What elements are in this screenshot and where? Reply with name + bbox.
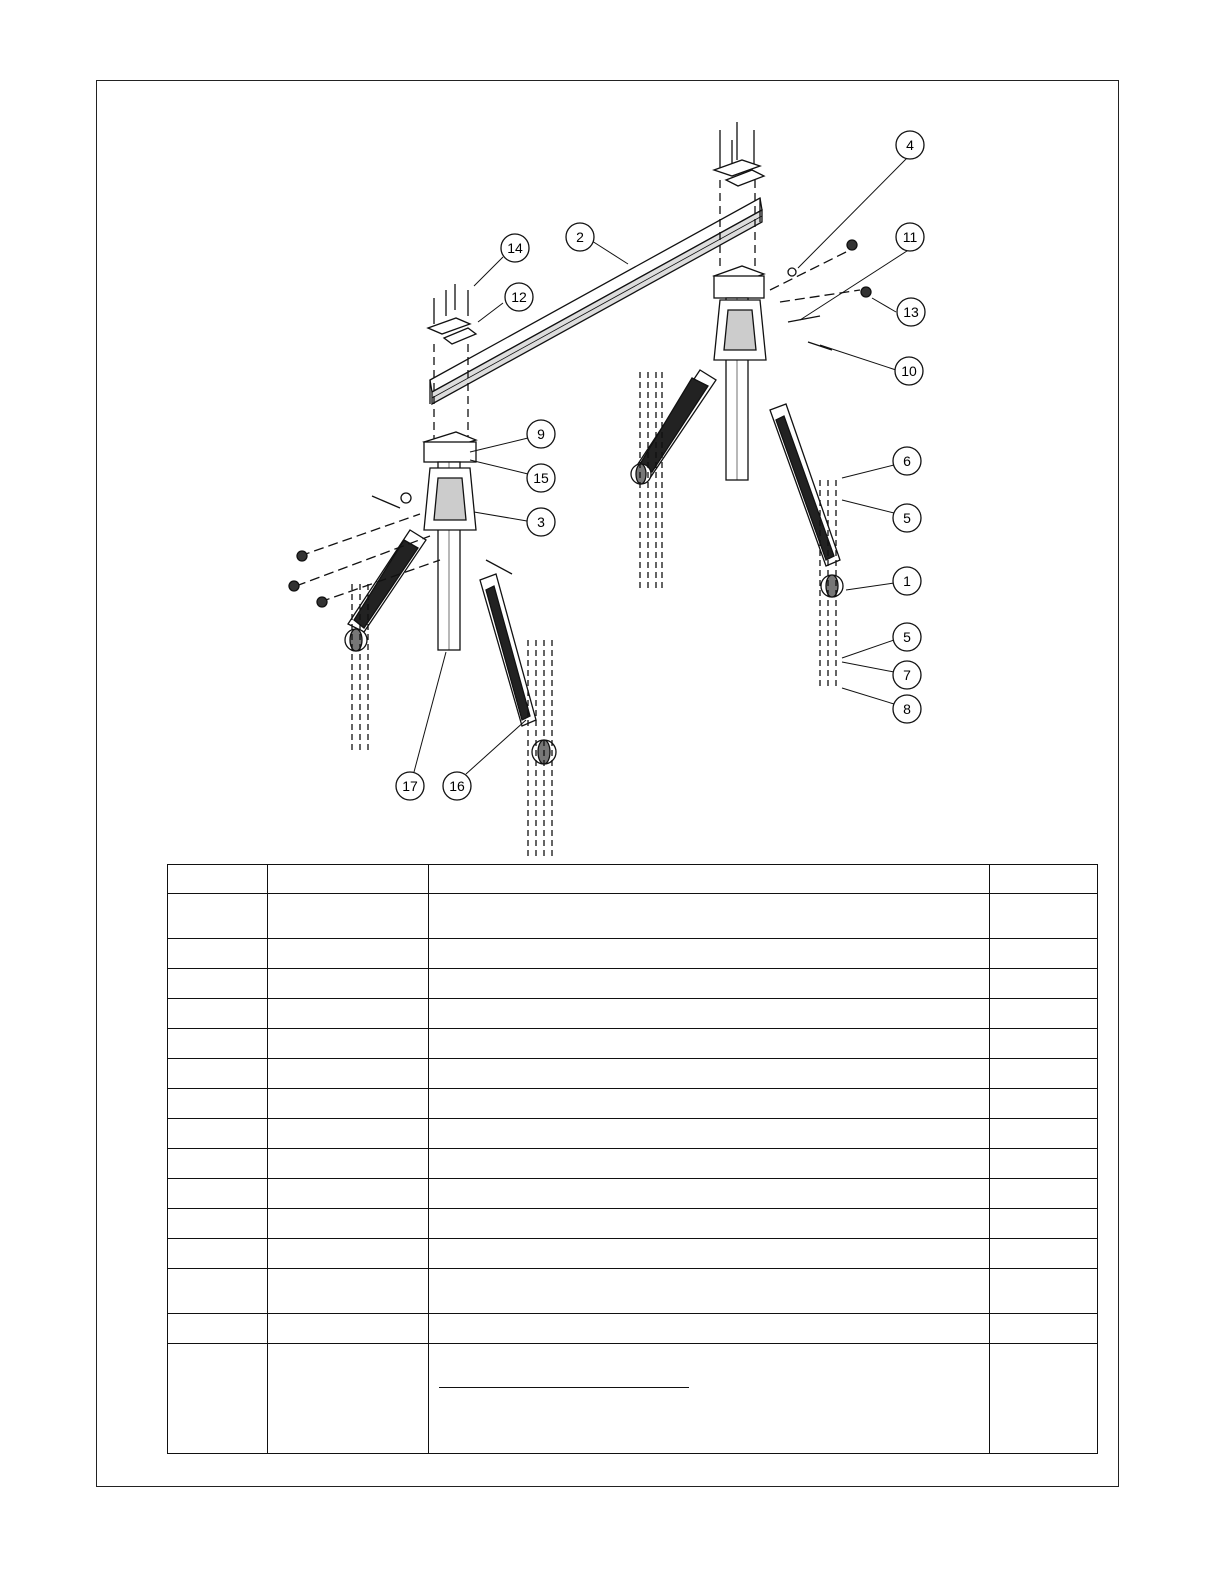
table-row xyxy=(168,939,1098,969)
i-beam xyxy=(430,198,762,404)
table-row xyxy=(168,1344,1098,1454)
callout-6: 6 xyxy=(903,453,911,469)
table-row xyxy=(168,1209,1098,1239)
callout-15: 15 xyxy=(533,470,549,486)
table-row xyxy=(168,1314,1098,1344)
table-row xyxy=(168,1239,1098,1269)
callout-2: 2 xyxy=(576,229,584,245)
table-row xyxy=(168,865,1098,894)
table-row xyxy=(168,1119,1098,1149)
table-row xyxy=(168,1029,1098,1059)
callout-12: 12 xyxy=(511,289,527,305)
parts-list-table xyxy=(167,864,1098,1454)
right-bracket xyxy=(714,300,766,360)
table-row xyxy=(168,969,1098,999)
left-bracket xyxy=(424,468,476,530)
left-rear-leg xyxy=(345,530,426,651)
callout-11: 11 xyxy=(902,229,918,245)
right-rear-leg xyxy=(631,370,716,484)
callout-9: 9 xyxy=(537,426,545,442)
table-row xyxy=(168,999,1098,1029)
callout-1: 1 xyxy=(903,573,911,589)
table-row xyxy=(168,1269,1098,1314)
right-pins xyxy=(770,240,871,350)
callout-5-upper: 5 xyxy=(903,510,911,526)
table-row xyxy=(168,1089,1098,1119)
callout-3: 3 xyxy=(537,514,545,530)
table-row xyxy=(168,1179,1098,1209)
callout-17: 17 xyxy=(402,778,418,794)
table-row xyxy=(168,1149,1098,1179)
callout-14: 14 xyxy=(507,240,523,256)
callout-7: 7 xyxy=(903,667,911,683)
callout-4: 4 xyxy=(906,137,914,153)
underline-rule xyxy=(439,1387,689,1388)
callout-8: 8 xyxy=(903,701,911,717)
table-row xyxy=(168,1059,1098,1089)
callout-circles xyxy=(396,131,925,800)
callout-16: 16 xyxy=(449,778,465,794)
callout-13: 13 xyxy=(903,304,919,320)
callout-10: 10 xyxy=(901,363,917,379)
callout-5-lower: 5 xyxy=(903,629,911,645)
table-row xyxy=(168,894,1098,939)
right-front-leg xyxy=(770,404,843,597)
